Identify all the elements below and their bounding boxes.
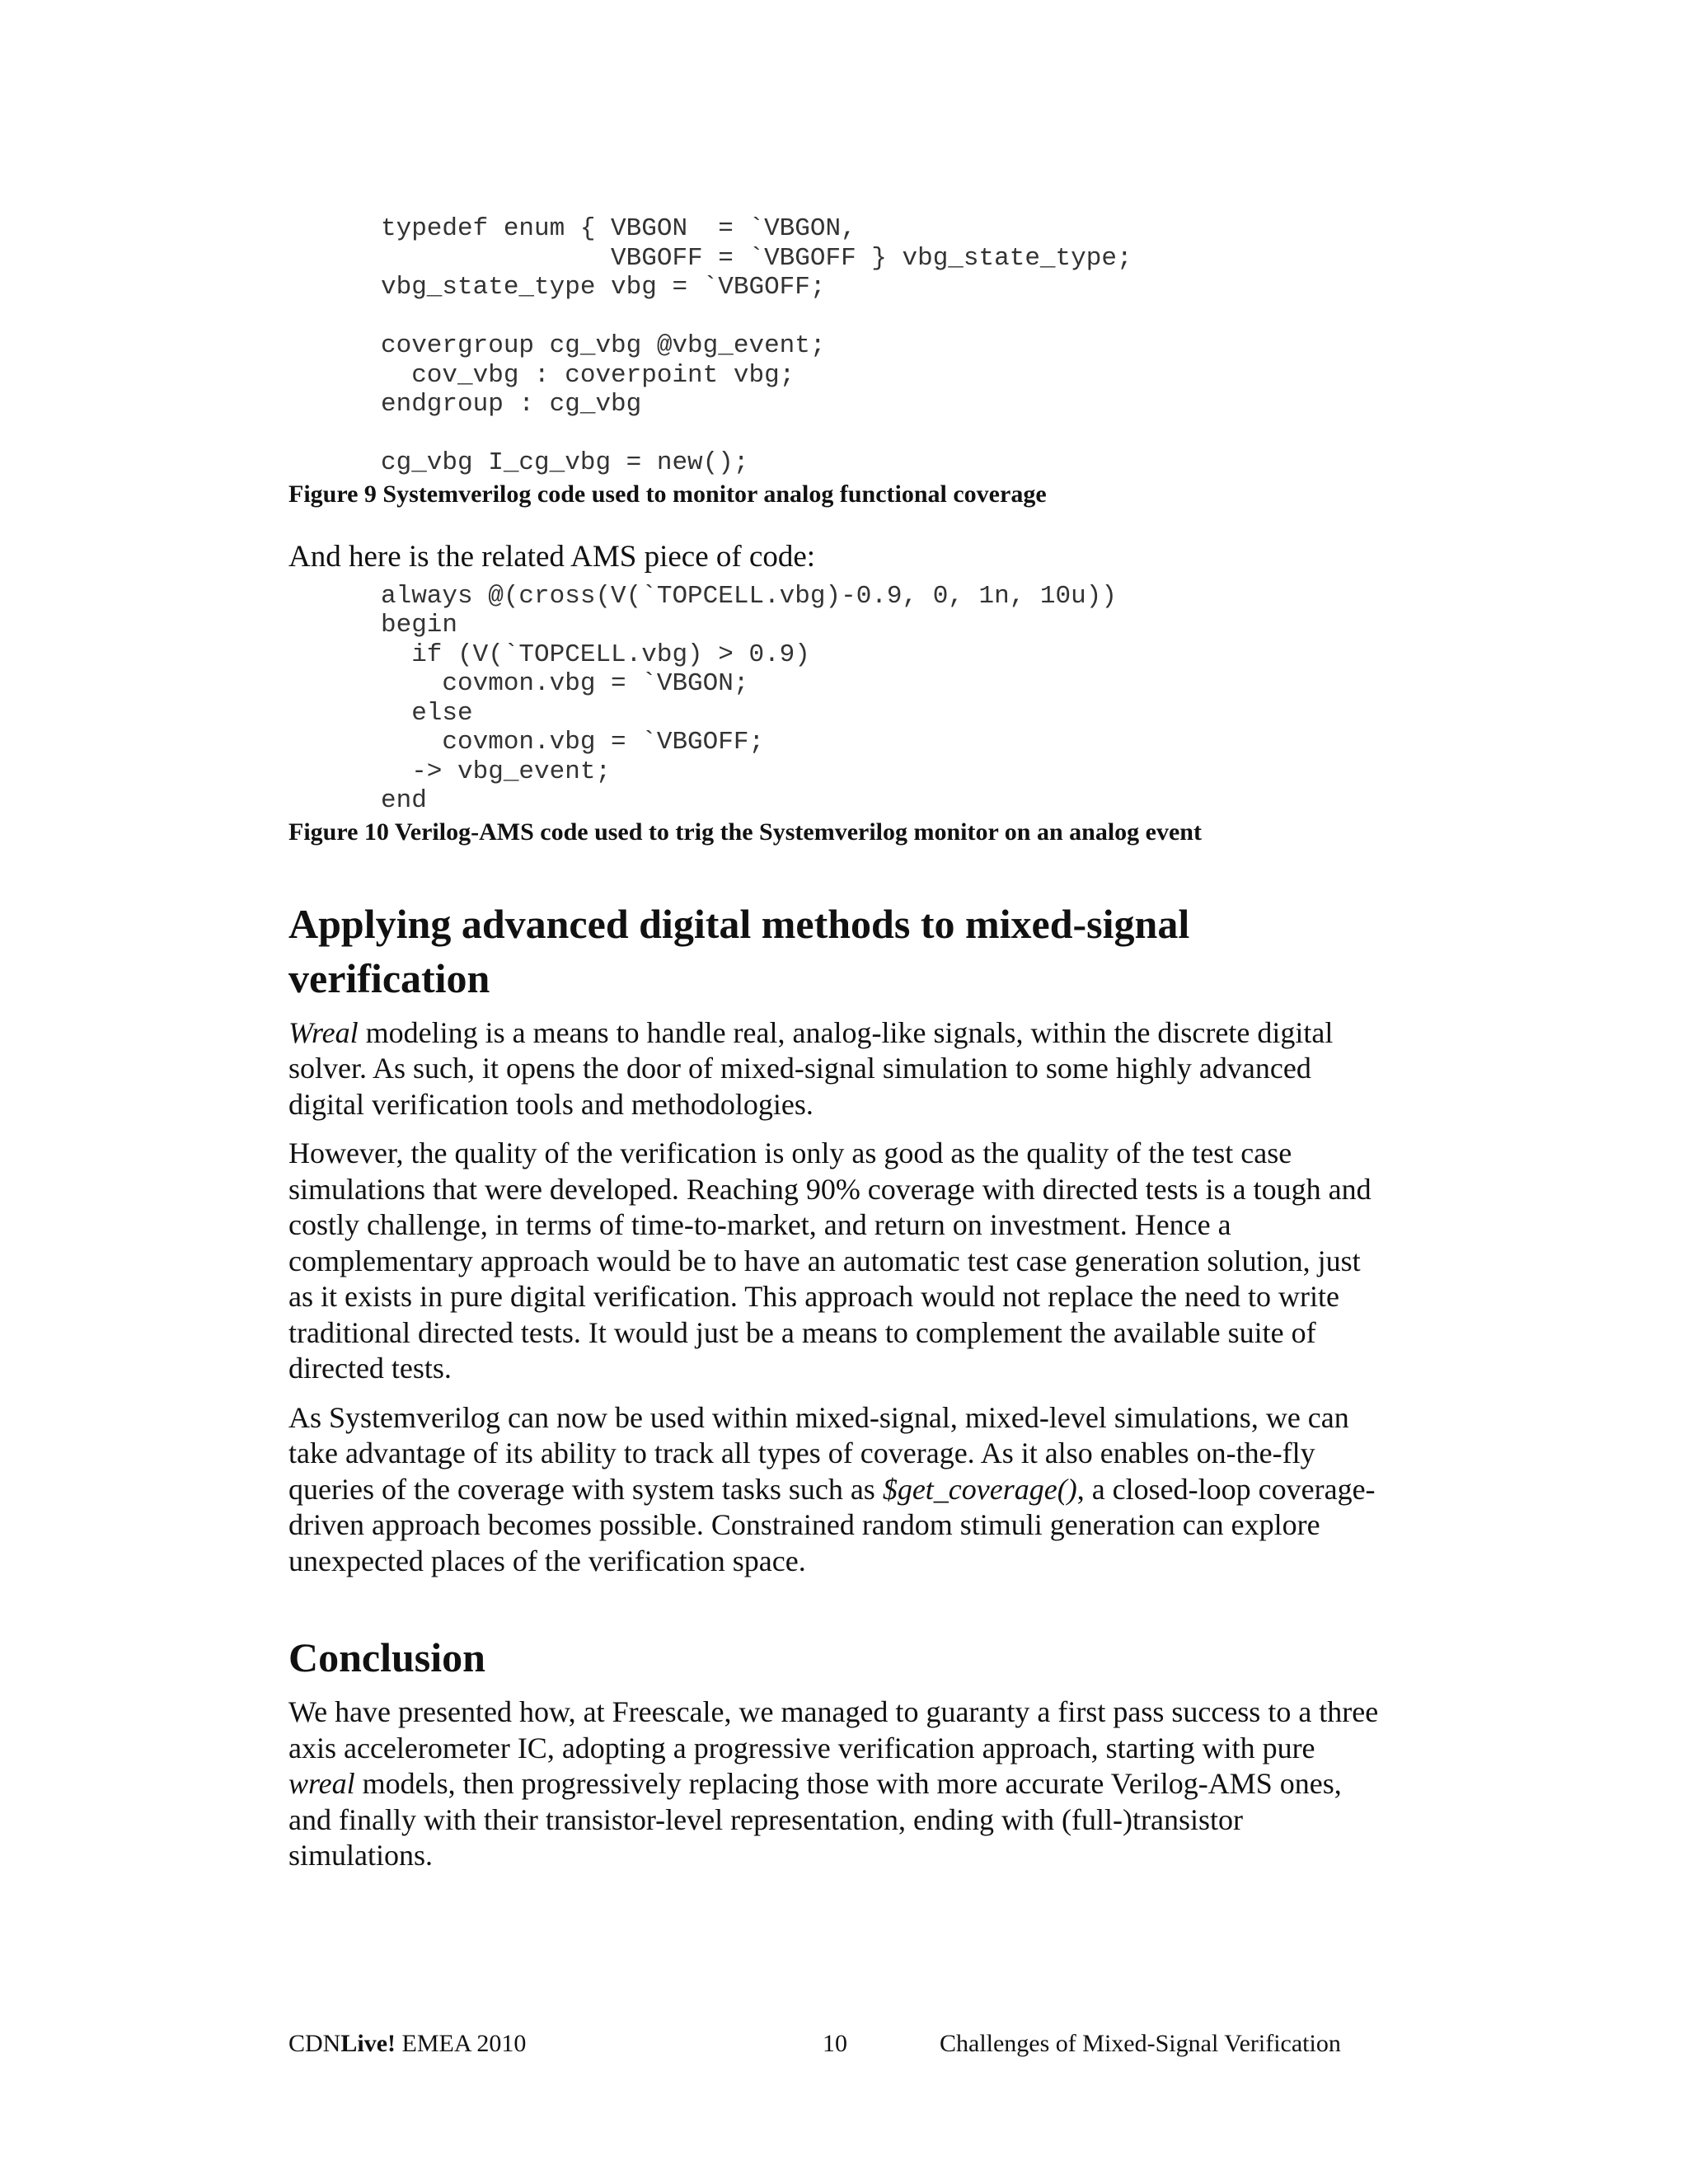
- paragraph-systemverilog: [288, 1400, 1385, 1580]
- page-content: [288, 214, 1385, 1874]
- paragraph-wreal-text: modeling is a means to handle real, analog-like signals, within the discrete digital solver. As such, it opens the door of mixed-signal simulation to some highly advanced digital verification tools and methodologies.: [288, 1015, 1334, 1121]
- paragraph-wreal: [288, 1015, 1385, 1123]
- get-coverage-term: $get_coverage(): [882, 1472, 1077, 1506]
- section-heading-advanced-methods: Applying advanced digital methods to mixed-signal verification: [288, 900, 1190, 1001]
- paragraph-conclusion-text-a: We have presented how, at Freescale, we managed to guaranty a first pass success to a three axis accelerometer IC, adopting a progressive verification approach, starting with pure: [288, 1695, 1379, 1765]
- figure-10-caption: Figure 10 Verilog-AMS code used to trig the Systemverilog monitor on an analog event: [288, 818, 1202, 846]
- footer-title: Challenges of Mixed-Signal Verification: [940, 2030, 1341, 2057]
- paragraph-quality: However, the quality of the verification is only as good as the quality of the test case simulations that were developed. Reaching 90% coverage with directed tests is a tough and costly challenge, in terms of time-to-market, and return on investment. Hence a complementary approach would be to have an automatic test case generation solution, just as it exists in pure digital verification. This approach would not replace the need to write traditional directed tests. It would just be a means to complement the available suite of directed tests.: [288, 1137, 1372, 1385]
- paragraph-conclusion: [288, 1694, 1385, 1874]
- wreal-term: Wreal: [288, 1015, 359, 1049]
- footer-conference: [288, 2029, 526, 2059]
- footer-page-number: 10: [823, 2030, 847, 2057]
- footer-conference-live: Live!: [340, 2030, 396, 2057]
- ams-intro-text: And here is the related AMS piece of code:: [288, 539, 816, 574]
- footer-conference-cdn: CDN: [288, 2030, 341, 2057]
- footer-conference-year: EMEA 2010: [396, 2030, 527, 2057]
- paragraph-conclusion-text-b: models, then progressively replacing those with more accurate Verilog-AMS ones, and finally with their transistor-level representation, ending with (full-)transistor simulations.: [288, 1767, 1342, 1872]
- paragraph-systemverilog-text-b: , a closed-loop coverage-driven approach becomes possible. Constrained random stimuli generation can explore unexpected places of the verification space.: [288, 1472, 1376, 1577]
- figure-9-caption: Figure 9 Systemverilog code used to monitor analog functional coverage: [288, 480, 1047, 508]
- systemverilog-code-block: typedef enum { VBGON = `VBGON, VBGOFF = `VBGOFF } vbg_state_type; vbg_state_type vbg = `VBGOFF; covergroup cg_vbg @vbg_event; cov_vbg : coverpoint vbg; endgroup : cg_vbg cg_vbg I_cg_vbg = new();: [381, 214, 1132, 477]
- paragraph-systemverilog-text-a: As Systemverilog can now be used within mixed-signal, mixed-level simulations, we can take advantage of its ability to track all types of coverage. As it also enables on-the-fly queries of the coverage with system tasks such as: [288, 1400, 1349, 1506]
- wreal-term-conclusion: wreal: [288, 1767, 355, 1800]
- verilog-ams-code-block: always @(cross(V(`TOPCELL.vbg)-0.9, 0, 1n, 10u)) begin if (V(`TOPCELL.vbg) > 0.9) covmon.vbg = `VBGON; else covmon.vbg = `VBGOFF; -> vbg_event; end: [381, 581, 1117, 815]
- section-heading-conclusion: Conclusion: [288, 1634, 485, 1680]
